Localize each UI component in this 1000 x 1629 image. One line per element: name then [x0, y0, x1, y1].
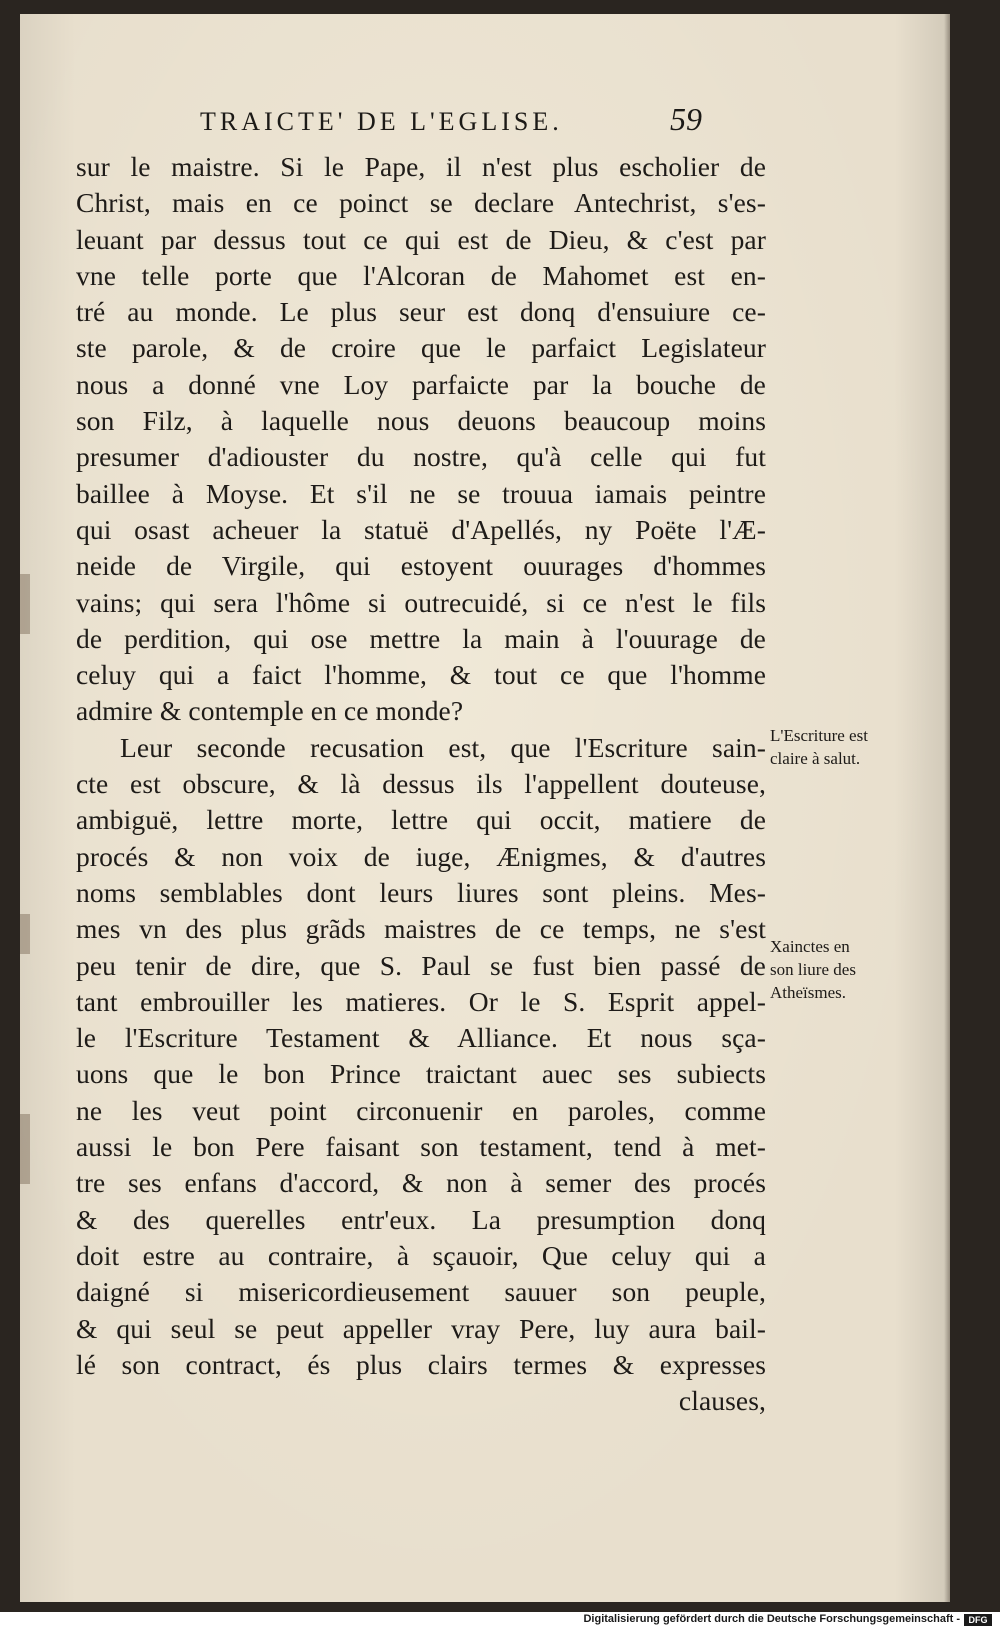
text-line: & qui seul se peut appeller vray Pere, luy aura bail-: [76, 1312, 766, 1344]
text-line: son Filz, à laquelle nous deuons beaucoup moins: [76, 405, 766, 437]
running-title: TRAICTE' DE L'EGLISE.: [200, 107, 563, 136]
text-line: aussi le bon Pere faisant son testament, tend à met-: [76, 1131, 766, 1163]
margin-note-line: claire à salut.: [770, 749, 861, 768]
page-edge-shadow: [944, 14, 950, 1602]
gutter-marks: [20, 14, 34, 1602]
margin-note-line: Atheïsmes.: [770, 983, 847, 1002]
text-line: sur le maistre. Si le Pape, il n'est plus escholier de: [76, 151, 766, 182]
page-number: 59: [670, 101, 702, 137]
text-line: nous a donné vne Loy parfaicte par la bouche de: [76, 368, 766, 400]
text-line: neide de Virgile, qui estoyent ouurages d'hommes: [76, 550, 766, 582]
margin-note-line: son liure des: [770, 960, 856, 979]
text-line: tant embrouiller les matieres. Or le S. Esprit appel-: [76, 985, 766, 1017]
text-line: qui osast acheuer la statuë d'Apellés, ny Poëte l'Æ-: [76, 513, 766, 545]
text-line: mes vn des plus grãds maistres de ce temps, ne s'est: [76, 913, 766, 945]
text-line: & des querelles entr'eux. La presumption donq: [76, 1203, 766, 1235]
text-line: doit estre au contraire, à sçauoir, Que celuy qui a: [76, 1239, 766, 1271]
catchword-line: clauses,: [678, 1385, 766, 1417]
text-line: leuant par dessus tout ce qui est de Dieu, & c'est par: [76, 223, 766, 255]
text-line: noms semblables dont leurs liures sont pleins. Mes-: [76, 876, 766, 908]
text-line: admire & contemple en ce monde?: [76, 695, 464, 727]
text-line: ambiguë, lettre morte, lettre qui occit, matiere de: [76, 804, 766, 836]
text-line: uons que le bon Prince traictant auec ses subiects: [76, 1058, 766, 1090]
margin-note-line: Xainctes en: [770, 937, 850, 956]
text-line: Christ, mais en ce poinct se declare Antechrist, s'es-: [76, 187, 766, 219]
footer-bar: [0, 1612, 1000, 1629]
text-line: baillee à Moyse. Et s'il ne se trouua iamais peintre: [76, 477, 766, 509]
dfg-logo: DFG: [964, 1614, 992, 1626]
book-page: [20, 14, 950, 1602]
running-head: [20, 101, 950, 145]
text-line: lé son contract, és plus clairs termes & expresses: [76, 1348, 766, 1380]
funding-credit: Digitalisierung gefördert durch die Deutsche Forschungsgemeinschaft -: [583, 1613, 960, 1625]
text-line: vne telle porte que l'Alcoran de Mahomet est en-: [76, 259, 766, 291]
text-line: peu tenir de dire, que S. Paul se fust bien passé de: [76, 949, 766, 981]
text-line: cte est obscure, & là dessus ils l'appellent douteuse,: [76, 768, 766, 800]
text-line: ste parole, & de croire que le parfaict Legislateur: [76, 332, 766, 364]
text-line: le l'Escriture Testament & Alliance. Et nous sça-: [76, 1022, 766, 1054]
text-line: tré au monde. Le plus seur est donq d'ensuiure ce-: [76, 296, 766, 328]
margin-note-xainctes: [770, 935, 950, 1004]
body-text: [76, 149, 766, 1419]
text-line: ne les veut point circonuenir en paroles, comme: [76, 1094, 766, 1126]
margin-note-line: L'Escriture est: [770, 726, 868, 745]
text-line: procés & non voix de iuge, Ænigmes, & d'autres: [76, 840, 766, 872]
text-line: vains; qui sera l'hôme si outrecuidé, si ce n'est le fils: [76, 586, 766, 618]
text-line: celuy qui a faict l'homme, & tout ce que l'homme: [76, 659, 766, 691]
text-line: Leur seconde recusation est, que l'Escriture sain-: [120, 731, 766, 763]
text-line: daigné si misericordieusement sauuer son peuple,: [76, 1276, 766, 1308]
text-line: tre ses enfans d'accord, & non à semer des procés: [76, 1167, 766, 1199]
text-line: presumer d'adiouster du nostre, qu'à celle qui fut: [76, 441, 766, 473]
margin-note-escriture: [770, 724, 950, 770]
text-line: de perdition, qui ose mettre la main à l'ouurage de: [76, 622, 766, 654]
